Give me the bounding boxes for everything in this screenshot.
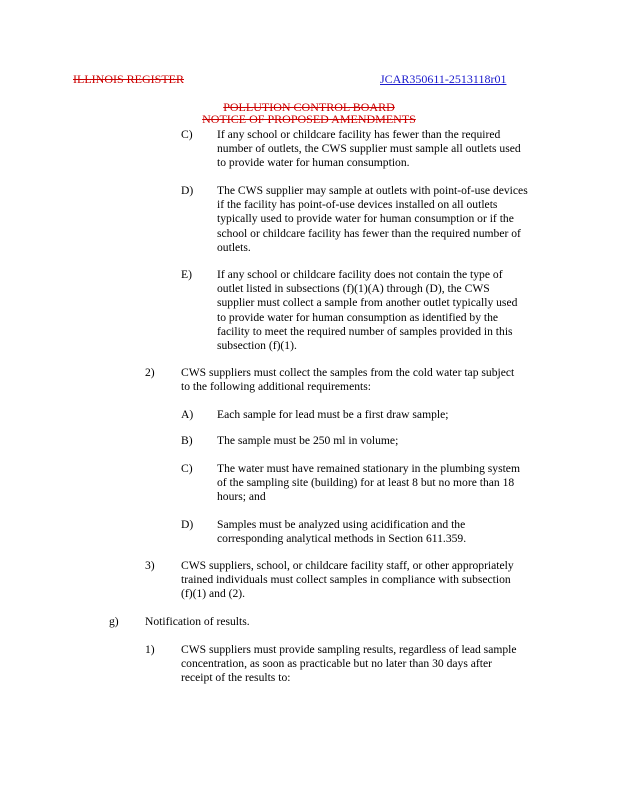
text-line: CWS suppliers, school, or childcare facility staff, or other appropriately — [181, 559, 514, 572]
item-text — [181, 559, 514, 602]
text-line: The sample must be 250 ml in volume; — [217, 434, 399, 447]
item-label: g) — [109, 615, 119, 628]
item-label: A) — [181, 408, 194, 421]
item-text — [181, 366, 514, 394]
text-line: subsection (f)(1). — [217, 339, 297, 353]
item-label: E) — [181, 268, 192, 281]
header-agency: POLLUTION CONTROL BOARD — [223, 100, 395, 114]
item-label: 1) — [145, 643, 155, 656]
item-text — [217, 518, 466, 546]
text-line: Notification of results. — [145, 615, 250, 628]
item-label: B) — [181, 434, 193, 447]
text-line: to the following additional requirements: — [181, 380, 371, 394]
text-line: corresponding analytical methods in Section 611.359. — [217, 532, 467, 546]
item-text — [217, 128, 521, 171]
text-line: if the facility has point-of-use devices installed on all outlets — [217, 198, 498, 212]
item-text — [217, 434, 398, 448]
item-text — [217, 462, 520, 505]
item-label: D) — [181, 184, 194, 197]
text-line: typically used to provide water for human consumption or if the — [217, 212, 514, 226]
text-line: If any school or childcare facility does not contain the type of — [217, 268, 503, 281]
text-line: school or childcare facility has fewer than the required number of — [217, 226, 521, 240]
text-line: CWS suppliers must collect the samples from the cold water tap subject — [181, 366, 515, 379]
text-line: hours; and — [217, 490, 266, 504]
item-text — [217, 184, 528, 255]
text-line: number of outlets, the CWS supplier must sample all outlets used — [217, 142, 521, 156]
text-line: The water must have remained stationary in the plumbing system — [217, 462, 520, 475]
text-line: of the sampling site (building) for at least 8 but no more than 18 — [217, 476, 515, 490]
text-line: to provide water for human consumption as identified by the — [217, 310, 499, 324]
text-line: (f)(1) and (2). — [181, 587, 246, 601]
text-line: The CWS supplier may sample at outlets with point-of-use devices — [217, 184, 528, 197]
item-text — [181, 643, 517, 686]
header-jcar-code[interactable]: JCAR350611-2513118r01 — [380, 72, 507, 86]
text-line: concentration, as soon as practicable but no later than 30 days after — [181, 657, 492, 671]
item-label: 3) — [145, 559, 155, 572]
text-line: outlets. — [217, 240, 251, 254]
header-register-title: ILLINOIS REGISTER — [73, 72, 184, 86]
text-line: outlet listed in subsections (f)(1)(A) through (D), the CWS — [217, 282, 490, 296]
text-line: CWS suppliers must provide sampling results, regardless of lead sample — [181, 643, 517, 656]
item-label: 2) — [145, 366, 155, 379]
item-text — [217, 268, 517, 353]
item-label: C) — [181, 128, 193, 141]
text-line: Samples must be analyzed using acidification and the — [217, 518, 466, 531]
text-line: Each sample for lead must be a first draw sample; — [217, 408, 449, 421]
item-text — [217, 408, 448, 422]
text-line: trained individuals must collect samples in compliance with subsection — [181, 573, 511, 587]
header-notice: NOTICE OF PROPOSED AMENDMENTS — [202, 112, 416, 126]
text-line: If any school or childcare facility has fewer than the required — [217, 128, 501, 141]
text-line: facility to meet the required number of samples provided in this — [217, 324, 513, 338]
item-text — [145, 615, 250, 629]
text-line: to provide water for human consumption. — [217, 156, 410, 170]
item-label: C) — [181, 462, 193, 475]
text-line: receipt of the results to: — [181, 671, 291, 685]
item-label: D) — [181, 518, 194, 531]
text-line: supplier must collect a sample from another outlet typically used — [217, 296, 518, 310]
